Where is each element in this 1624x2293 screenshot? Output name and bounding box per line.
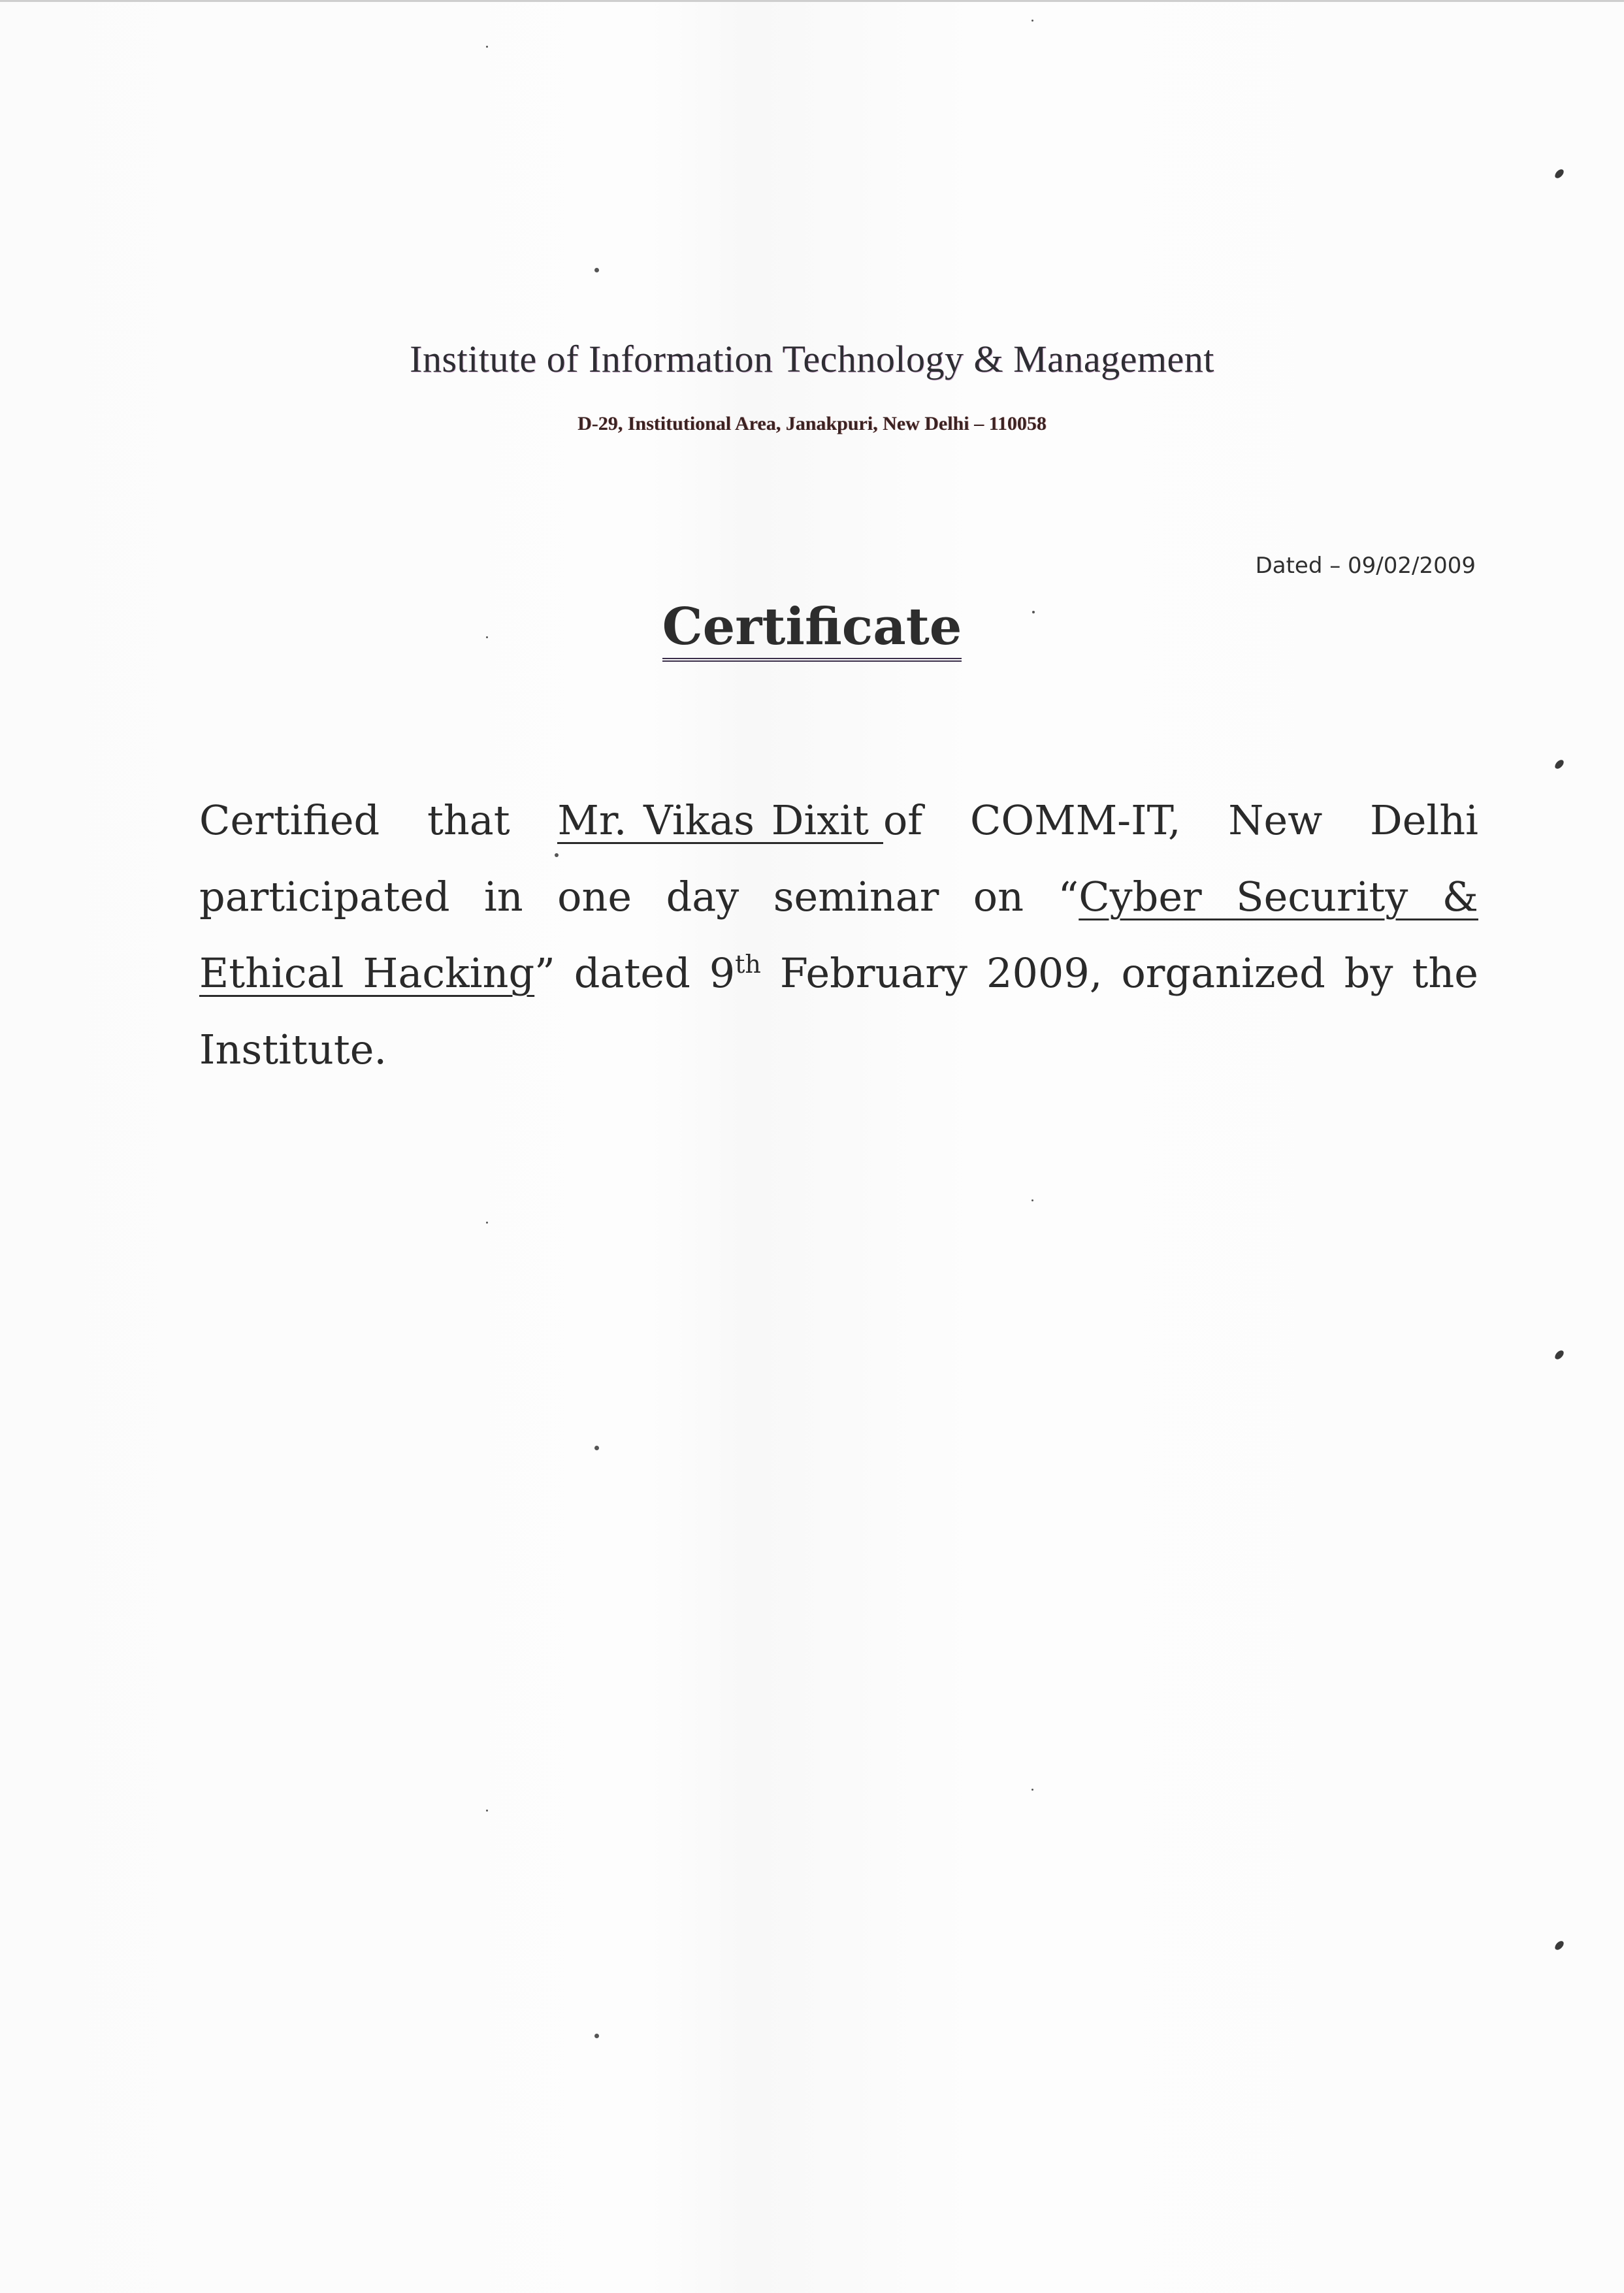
certificate-title — [0, 597, 1624, 657]
scan-speck — [1031, 1199, 1033, 1201]
certificate-title-text: Certificate — [662, 597, 962, 662]
seminar-topic: Cyber Security & Ethical Hacking — [199, 873, 1478, 997]
scan-speck — [1031, 20, 1033, 22]
scan-speck — [594, 1446, 599, 1450]
body-org-text: of COMM-IT, New Delhi participated in one day seminar on “ — [199, 796, 1478, 920]
institute-name: Institute of Information Technology & Management — [410, 338, 1214, 380]
scan-speck — [555, 853, 559, 857]
scan-mark — [1553, 758, 1565, 771]
scan-speck — [1031, 1789, 1033, 1791]
body-date-prefix: ” dated 9 — [534, 949, 736, 997]
scan-top-edge — [0, 0, 1624, 2]
scan-mark — [1553, 1940, 1565, 1952]
scan-mark — [1553, 1349, 1565, 1361]
scan-speck — [486, 46, 488, 48]
certificate-body — [199, 782, 1478, 1088]
participant-name: Mr. Vikas Dixit — [557, 799, 883, 844]
body-lead: Certified that — [199, 796, 510, 844]
body-date-suffix: February 2009, organized by the Institute. — [199, 949, 1478, 1073]
scan-speck — [486, 1222, 488, 1224]
date-ordinal-suffix: th — [735, 950, 761, 979]
scan-speck — [486, 636, 488, 638]
scan-mark — [1553, 168, 1565, 180]
institute-address: D-29, Institutional Area, Janakpuri, New Delhi – 110058 — [577, 413, 1047, 434]
scan-speck — [486, 1810, 488, 1812]
scan-speck — [1032, 611, 1035, 613]
scan-speck — [594, 2034, 599, 2038]
certificate-date: Dated – 09/02/2009 — [1255, 553, 1476, 579]
scan-speck — [594, 268, 599, 272]
